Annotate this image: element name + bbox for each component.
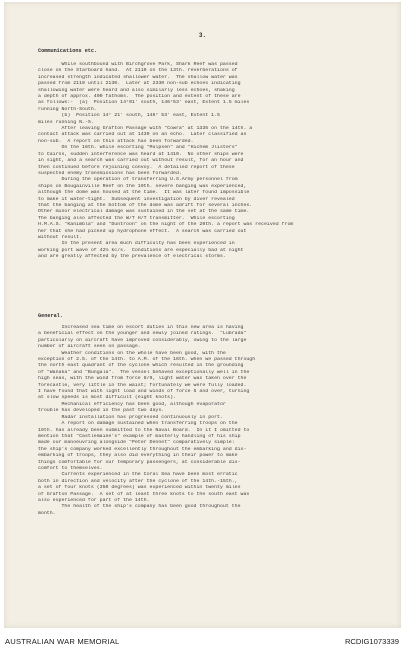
text-line: Increased sea time on escort duties in this new area is having <box>38 325 244 330</box>
text-line: both in direction and velocity after the cyclone of the 14th.-15th., <box>38 478 238 484</box>
text-line: suspected enemy transmissions has been forwarded. <box>38 170 182 176</box>
text-line: close on the Starboard hand. At 2110 on the 13th. reverberations of <box>38 68 238 74</box>
text-line: of Grafton Passage. A set of at least three knots to the south east was <box>38 491 250 497</box>
text-line: month. <box>38 510 56 516</box>
text-line: miles running N.-S. <box>38 119 94 125</box>
text-line: H.M.A.S. "Kanimbla" and "Duntroon" on the night of the 20th. a report was received from <box>38 222 294 228</box>
text-line: embarking of troops, they also did everything in their power to make <box>38 453 238 459</box>
text-line: the ship's company worked excellently throughout the embarking and dis- <box>38 446 247 452</box>
section-heading-general: General. <box>38 313 63 319</box>
text-line: shallowing water were heard and also similarly less echoes, shaking <box>38 87 235 93</box>
text-line: a beneficial effect on the younger and newly joined ratings. "Lubrada" <box>38 331 247 337</box>
text-line: forecastle, very little in the waist; fortunately we were fully loaded. <box>38 382 247 388</box>
text-line: After leaving Grafton Passage with "Cowra" at 1335 on the 14th. a <box>38 126 253 132</box>
text-line: passed from 2110 until 2130. Later at 2330 non-sub echoes indicating <box>38 81 241 87</box>
text-line: contact attack was carried out at 1439 on an echo. Later classified as <box>38 132 247 138</box>
text-line: comfort to themselves. <box>38 465 103 471</box>
text-line: then continued before rejoining convoy. A detailed report of these <box>38 164 235 170</box>
text-line: mention that "Castlemaine's" example of masterly handling of his ship <box>38 433 241 439</box>
section-heading-communications: Communications etc. <box>38 48 98 54</box>
text-line: number of aircraft seen on passage. <box>38 344 141 350</box>
text-line: running North-South. <box>38 106 97 112</box>
text-line: In the present area much difficulty has been experienced in <box>38 241 235 247</box>
text-line: The banging also affected the W/T H/T transmitter. While escorting <box>38 215 235 221</box>
text-line: high seas, with the wind from force 8/9, light water was taken over the <box>38 376 247 382</box>
text-line: of "Wanaka" and "Bungala". The vessel behaved exceptionally well in the <box>38 369 250 375</box>
text-line: Other minor electrical damage was sustained in the set at the same time. <box>38 209 250 215</box>
text-line: non-sub. A report on this attack has been forwarded. <box>38 138 194 144</box>
text-line: in sight, and a search was carried out without result, for an hour and <box>38 158 244 164</box>
text-line: working port wave of 42½ kc/s. Conditions are especially bad at night <box>38 247 244 253</box>
text-line: the north east quadrant of the cyclone which resulted in the grounding <box>38 363 244 369</box>
text-line: a depth of approx. 400 fathoms. The position and extent of these are <box>38 94 241 100</box>
text-line: that the banging at the bottom of the dome was adrift for several inches. <box>38 202 253 208</box>
text-line: 19th. has already been submitted to the Naval Board. In it I omitted to <box>38 427 250 433</box>
text-line: a set of four knots (350 degrees) was experienced within twenty miles <box>38 485 241 491</box>
text-line: things comfortable for our temporary passengers, at considerable dis- <box>38 459 241 465</box>
text-line: On the 16th. while escorting "Mulpsen" and "Hichem Jlisters" <box>38 145 238 151</box>
text-line: ships on Bougainville Reef on the 19th. severe banging was experienced, <box>38 183 247 189</box>
text-line: Radar installation has progressed continuously in port. <box>38 414 223 420</box>
text-line: The health of the ship's company has been good throughout the <box>38 504 241 510</box>
text-line: Mechanical efficiency has been good, although evaporator <box>38 401 226 407</box>
page-number: 3. <box>198 32 207 39</box>
text-line: as follows:- (a) Position 14°01' south, 146°53' east, Extent 1.5 miles <box>38 100 250 106</box>
section-body-general <box>38 325 378 517</box>
section-body-communications <box>38 62 378 261</box>
text-line: While southbound with Birchgrove Park, Shark Reef was passed <box>38 62 238 67</box>
archive-footer <box>0 628 405 654</box>
document-page <box>4 2 401 628</box>
text-line: particularly on aircraft have improved considerably, owing to the large <box>38 337 247 343</box>
text-line: exception of 2.5. of the 14th. to A.M. of the 16th. when we passed through <box>38 357 256 363</box>
text-line: increased strength indicated shallower water. The shallow water was <box>38 74 238 80</box>
text-line: and are greatly affected by the prevalence of electrical storms. <box>38 254 226 260</box>
text-line: although the dome was housed at the time. It was later found impossible <box>38 190 250 196</box>
text-line: A report on damage sustained when transferring troops on the <box>38 421 238 427</box>
text-line: to Cairns, sudden interference was heard at 1410. No other ships were <box>38 151 244 157</box>
text-line: Weather conditions on the whole have been good, with the <box>38 350 226 356</box>
text-line: to make it water-tight. Subsequent investigation by diver revealed <box>38 196 235 202</box>
archive-source-label: AUSTRALIAN WAR MEMORIAL <box>5 637 120 646</box>
text-line: made our manoeuvring alongside "Peter Dennet" comparatively simple: <box>38 440 235 446</box>
text-line: I have found that with light load and winds of force 5 and over, turning <box>38 389 250 395</box>
text-line: without result. <box>38 234 83 240</box>
text-line: her that she had picked up hydrophone effect. A search was carried out <box>38 228 247 234</box>
text-line: at slow speeds is most difficult (eight knots). <box>38 395 176 401</box>
text-line: (b) Position 14° 21' south, 146° 53' east, Extent 1.5 <box>38 113 220 119</box>
text-line: also experienced for part of the 14th. <box>38 497 150 503</box>
text-line: trouble has developed in the past two days. <box>38 408 165 414</box>
record-id-label: RCDIG1073339 <box>344 637 399 646</box>
text-line: During the operation of transferring U.S.Army personnel from <box>38 177 238 183</box>
text-line: Currents experienced in the Coral Sea have been most erratic <box>38 472 238 478</box>
